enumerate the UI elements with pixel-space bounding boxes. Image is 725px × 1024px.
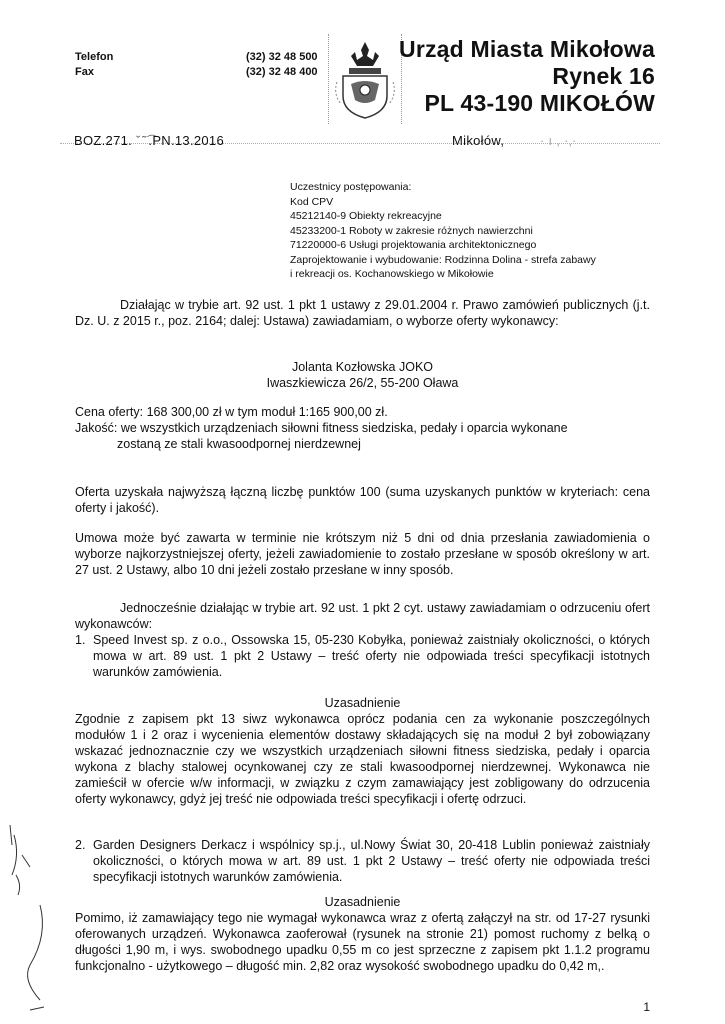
fax-value: (32) 32 48 400 [246, 66, 318, 78]
phone-label: Telefon [75, 51, 114, 63]
justification-title-1: Uzasadnienie [324, 696, 401, 710]
intro-paragraph: Działając w trybie art. 92 ust. 1 pkt 1 ustawy z 29.01.2004 r. Prawo zamówień publicznych (j.t. Dz. U. z 2015 r., poz. 2164; dalej: Ustawa) zawiadamiam, o wyborze oferty wykonawcy: [75, 298, 650, 328]
participants-line: Zaprojektowanie i wybudowanie: Rodzinna Dolina - strefa zabawy [290, 253, 596, 266]
participants-block [290, 180, 710, 282]
margin-handwriting-icon [0, 815, 60, 1015]
participants-line: 45212140-9 Obiekty rekreacyjne [290, 210, 442, 222]
participants-line: Uczestnicy postępowania: [290, 181, 412, 193]
winner-name: Jolanta Kozłowska JOKO [291, 360, 434, 374]
rejected-offer-1 [75, 632, 650, 680]
list-number: 2. [75, 838, 86, 852]
winner-address: Iwaszkiewicza 26/2, 55-200 Oława [266, 376, 459, 390]
rejection-intro: Jednocześnie działając w trybie art. 92 ust. 1 pkt 2 cyt. ustawy zawiadamiam o odrzuceniu ofert wykonawców: [75, 601, 650, 631]
office-street: Rynek 16 [552, 63, 655, 89]
justification-title-2: Uzasadnienie [324, 895, 401, 909]
fax-label: Fax [75, 66, 94, 78]
list-text: Speed Invest sp. z o.o., Ossowska 15, 05-230 Kobyłka, ponieważ zaistniały okoliczności, o których mowa w art. 89 ust. 1 pkt 2 Ustawy – treść oferty nie odpowiada treści specyfikacji istotnych warunków zamówienia. [93, 633, 650, 679]
participants-line: i rekreacji os. Kochanowskiego w Mikołowie [290, 268, 494, 280]
offer-quality-cont: zostaną ze stali kwasoodpornej nierdzewnej [117, 437, 361, 451]
contract-paragraph: Umowa może być zawarta w terminie nie krótszym niż 5 dni od dnia przesłania zawiadomienia o wyborze najkorzystniejszej oferty, jeżeli zawiadomienie to zostało przesłane w sposób określony w art. 27 ust. 2 Ustawy, albo 10 dni jeżeli zostało przesłane w inny sposób. [75, 531, 650, 577]
list-number: 1. [75, 633, 86, 647]
list-text: Garden Designers Derkacz i wspólnicy sp.j., ul.Nowy Świat 30, 20-418 Lublin ponieważ zaistniały okoliczności, o których mowa w art. 89 ust. 1 pkt 2 Ustawy – treść oferty nie odpowiada treści specyfikacji istotnych warunków zamówienia. [93, 838, 650, 884]
participants-line: 71220000-6 Usługi projektowania architektonicznego [290, 239, 537, 251]
office-city: PL 43-190 MIKOŁÓW [424, 90, 655, 116]
office-name: Urząd Miasta Mikołowa [399, 36, 655, 62]
phone-value: (32) 32 48 500 [246, 51, 318, 63]
participants-line: 45233200-1 Roboty w zakresie różnych nawierzchni [290, 224, 533, 237]
participants-line: Kod CPV [290, 195, 334, 208]
coat-of-arms-icon [328, 34, 402, 124]
rejected-offer-2 [75, 837, 650, 885]
offer-quality: Jakość: we wszystkich urządzeniach siłowni fitness siedziska, pedały i oparcia wykonane [75, 421, 568, 435]
justification-2: Pomimo, iż zamawiający tego nie wymagał wykonawca wraz z ofertą załączył na str. od 17-27 rysunki oferowanych urządzeń. Wykonawca zaoferował (rysunek na stronie 21) pomost ruchomy z belką o długości 1,90 m, i wys. swobodnego upadku 0,55 m co jest sprzeczne z zapisem pkt 1.1.2 programu funkcjonalno - użytkowego – długość min. 2,82 oraz wysokość swobodnego upadku do 0,42 m,. [75, 911, 650, 973]
offer-price: Cena oferty: 168 300,00 zł w tym moduł 1:165 900,00 zł. [75, 405, 388, 419]
page-number: 1 [643, 1000, 650, 1014]
justification-1: Zgodnie z zapisem pkt 13 siwz wykonawca oprócz podania cen za wykonanie poszczególnych modułów 1 i 2 oraz i wycenienia elementów dostawy składających się na moduł 2 był zobowiązany wskazać jednoznacznie czy we wszystkich urządzeniach siłowni fitness siedziska, pedały i oparcia wykona z blachy stalowej ocynkowanej czy ze stali kwasoodpornej nierdzewnej. Wykonawca nie zamieścił w ofercie w/w informacji, w związku z czym zamawiający jest zobligowany do odrzucenia oferty wykonawcy, gdyż jej treść nie odpowiada treści specyfikacji i ofertę odrzuci. [75, 712, 650, 806]
place: Mikołów, [452, 133, 505, 148]
handwritten-date-stamp: · ı , ·‚· [540, 133, 577, 148]
points-paragraph: Oferta uzyskała najwyższą łączną liczbę punktów 100 (suma uzyskanych punktów w kryteriach: cena oferty i jakość). [75, 485, 650, 515]
reference-number: BOZ.271. ˇ ͂ ͡.PN.13.2016 [74, 133, 224, 148]
